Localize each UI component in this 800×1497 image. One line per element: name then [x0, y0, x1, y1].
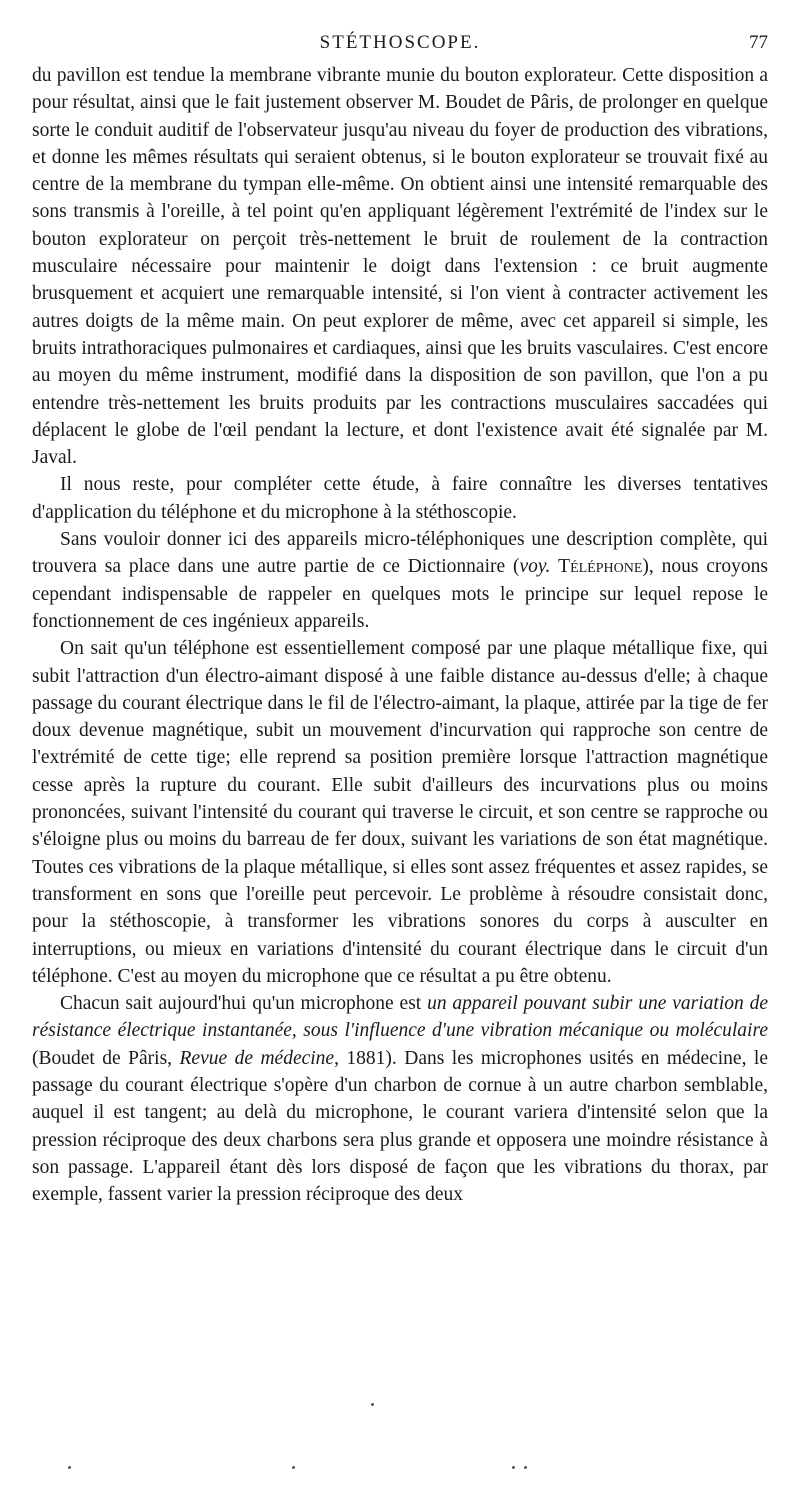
paragraph-5-text-a: Chacun sait aujourd'hui qu'un microphone est: [60, 993, 428, 1015]
paragraph-5: [32, 990, 768, 1208]
paragraph-3-text-a: Sans vouloir donner ici des appareils micro-téléphoniques une description complète, qui trouvera sa place dans une autre partie de ce Dictionnaire (: [32, 529, 768, 578]
paragraph-3-text-b: ), nous croyons cependant indispensable de rappeler en quelques mots le principe sur lequel repose le fonctionnement de ces ingénieux appareils.: [32, 556, 768, 632]
print-speck: [512, 1466, 515, 1469]
print-speck: [524, 1466, 527, 1469]
telephone-cross-reference: Téléphone: [558, 556, 643, 578]
page-header: [32, 30, 768, 62]
paragraph-2-text: Il nous reste, pour compléter cette étude, à faire connaître les diverses tentatives d'application du téléphone et du microphone à la stéthoscopie.: [32, 474, 768, 523]
journal-title-italic: Revue de médecine: [179, 1047, 335, 1069]
paragraph-1-text: du pavillon est tendue la membrane vibrante munie du bouton explorateur. Cette disposition a pour résultat, ainsi que le fait justement observer M. Boudet de Pâris, de prolonger en quelque sorte le conduit auditif de l'observateur jusqu'au niveau du foyer de production des vibrations, et donne les mêmes résultats qui seraient obtenus, si le bouton explorateur se trouvait fixé au centre de la membrane du tympan elle-même. On obtient ainsi une intensité remarquable des sons transmis à l'oreille, à tel point qu'en appliquant légèrement l'extrémité de l'index sur le bouton explorateur on perçoit très-nettement le bruit de roulement de la contraction musculaire nécessaire pour maintenir le doigt dans l'extension : ce bruit augmente brusquement et acquiert une remarquable intensité, si l'on vient à contracter activement les autres doigts de la même main. On peut explorer de même, avec cet appareil si simple, les bruits intrathoraciques pulmonaires et cardiaques, ainsi que les bruits vasculaires. C'est encore au moyen du même instrument, modifié dans la disposition de son pavillon, que l'on a pu entendre très-nettement les bruits produits par les contractions musculaires saccadées qui déplacent le globe de l'œil pendant la lecture, et dont l'existence avait été signalée par M. Javal.: [32, 65, 768, 469]
body-text: [32, 62, 768, 1208]
paragraph-3: [32, 526, 768, 635]
paragraph-1: [32, 62, 768, 471]
paragraph-4-text: On sait qu'un téléphone est essentiellement composé par une plaque métallique fixe, qui subit l'attraction d'un électro-aimant disposé à une faible distance au-dessus d'elle; à chaque passage du courant électrique dans le fil de l'électro-aimant, la plaque, attirée par la tige de fer doux devenue magnétique, subit un mouvement d'incurvation qui rapproche son centre de l'extrémité de cette tige; elle reprend sa position première lorsque l'attraction magnétique cesse après la rupture du courant. Elle subit d'ailleurs des incurvations plus ou moins prononcées, suivant l'intensité du courant qui traverse le circuit, et son centre se rapproche ou s'éloigne plus ou moins du barreau de fer doux, suivant les variations de son état magnétique. Toutes ces vibrations de la plaque métallique, si elles sont assez fréquentes et assez rapides, se transforment en sons que l'oreille peut percevoir. Le problème à résoudre consistait donc, pour la stéthoscopie, à transformer les vibrations sonores du corps à ausculter en interruptions, ou mieux en variations d'intensité du courant électrique dans le circuit d'un téléphone. C'est au moyen du microphone que ce résultat a pu être obtenu.: [32, 638, 768, 987]
document-page: [32, 30, 768, 1208]
paragraph-5-text-c: , 1881). Dans les microphones usités en médecine, le passage du courant électrique s'opère d'un charbon de cornue à un autre charbon semblable, auquel il est tangent; au delà du microphone, le courant variera d'intensité selon que la pression réciproque des deux charbons sera plus grande et opposera une moindre résistance à son passage. L'appareil étant dès lors disposé de façon que les vibrations du thorax, par exemple, fassent varier la pression réciproque des deux: [32, 1047, 768, 1206]
paragraph-2: [32, 471, 768, 526]
paragraph-5-text-b: (Boudet de Pâris,: [32, 1047, 180, 1069]
print-speck: [68, 1466, 71, 1469]
print-speck: [292, 1466, 295, 1469]
print-speck: [371, 1403, 374, 1406]
voy-abbreviation: voy.: [519, 556, 551, 578]
running-head: STÉTHOSCOPE.: [319, 32, 481, 53]
microphone-definition-italic: un appareil pouvant subir une variation de résistance électrique instantanée, sous l'influence d'une vibration mécanique ou moléculaire: [32, 993, 768, 1042]
paragraph-4: [32, 635, 768, 990]
page-number: 77: [749, 32, 768, 53]
